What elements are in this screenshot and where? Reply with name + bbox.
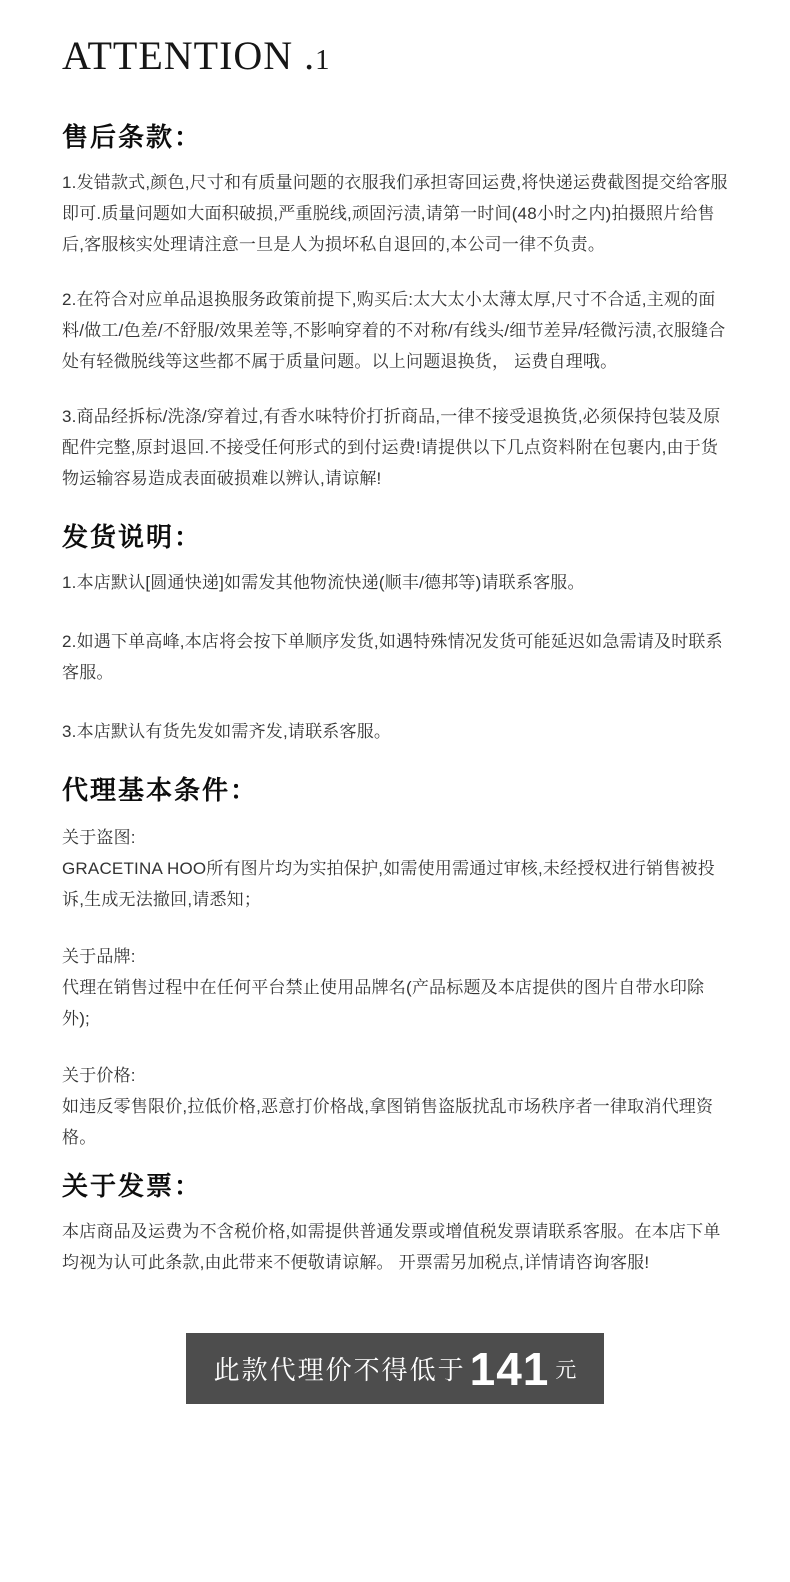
page-title-text: ATTENTION . bbox=[62, 33, 316, 78]
shipping-paragraph-2: 2.如遇下单高峰,本店将会按下单顺序发货,如遇特殊情况发货可能延迟如急需请及时联系客服。 bbox=[62, 632, 723, 682]
page-title-number: 1 bbox=[315, 44, 331, 76]
agent-block-price bbox=[62, 1060, 728, 1153]
minimum-agent-price-banner bbox=[186, 1333, 604, 1404]
agent-block-price-label: 关于价格: bbox=[62, 1066, 136, 1085]
shipping-paragraph-3: 3.本店默认有货先发如需齐发,请联系客服。 bbox=[62, 722, 392, 741]
agent-block-brand-text: 代理在销售过程中在任何平台禁止使用品牌名(产品标题及本店提供的图片自带水印除外); bbox=[62, 978, 705, 1028]
shipping-paragraph-1: 1.本店默认[圆通快递]如需发其他物流快递(顺丰/德邦等)请联系客服。 bbox=[62, 573, 585, 592]
page-title bbox=[62, 0, 728, 78]
agent-block-brand-label: 关于品牌: bbox=[62, 947, 136, 966]
agent-block-price-text: 如违反零售限价,拉低价格,恶意打价格战,拿图销售盗版扰乱市场秩序者一律取消代理资格。 bbox=[62, 1097, 714, 1147]
invoice-heading: 关于发票： bbox=[62, 1172, 203, 1201]
banner-text: 此款代理价不得低于 bbox=[213, 1355, 466, 1385]
after-sales-paragraph-3: 3.商品经拆标/洗涤/穿着过,有香水味特价打折商品,一律不接受退换货,必须保持包装及原配件完整,原封退回.不接受任何形式的到付运费!请提供以下几点资料附在包裹内,由于货物运输容易造成表面破损难以辨认,请谅解! bbox=[62, 407, 721, 488]
banner-price-unit: 元 bbox=[555, 1358, 577, 1382]
agent-block-brand bbox=[62, 941, 728, 1034]
agent-block-piracy-text: GRACETINA HOO所有图片均为实拍保护,如需使用需通过审核,未经授权进行销售被投诉,生成无法撤回,请悉知； bbox=[62, 859, 715, 909]
agent-block-piracy-label: 关于盗图: bbox=[62, 828, 136, 847]
agent-terms-heading: 代理基本条件： bbox=[62, 776, 259, 805]
invoice-paragraph: 本店商品及运费为不含税价格,如需提供普通发票或增值税发票请联系客服。在本店下单均视为认可此条款,由此带来不便敬请谅解。 开票需另加税点,详情请咨询客服! bbox=[62, 1222, 721, 1272]
after-sales-paragraph-2: 2.在符合对应单品退换服务政策前提下,购买后:太大太小太薄太厚,尺寸不合适,主观的面料/做工/色差/不舒服/效果差等,不影响穿着的不对称/有线头/细节差异/轻微污渍,衣服缝合处有轻微脱线等这些都不属于质量问题。以上问题退换货， 运费自理哦。 bbox=[62, 290, 726, 371]
banner-price-value: 141 bbox=[469, 1342, 550, 1395]
after-sales-heading: 售后条款： bbox=[62, 123, 203, 152]
shipping-heading: 发货说明： bbox=[62, 523, 203, 552]
agent-block-piracy bbox=[62, 822, 728, 915]
after-sales-paragraph-1: 1.发错款式,颜色,尺寸和有质量问题的衣服我们承担寄回运费,将快递运费截图提交给客服即可.质量问题如大面积破损,严重脱线,顽固污渍,请第一时间(48小时之内)拍摄照片给售后,客服核实处理请注意一旦是人为损坏私自退回的,本公司一律不负责。 bbox=[62, 173, 728, 254]
